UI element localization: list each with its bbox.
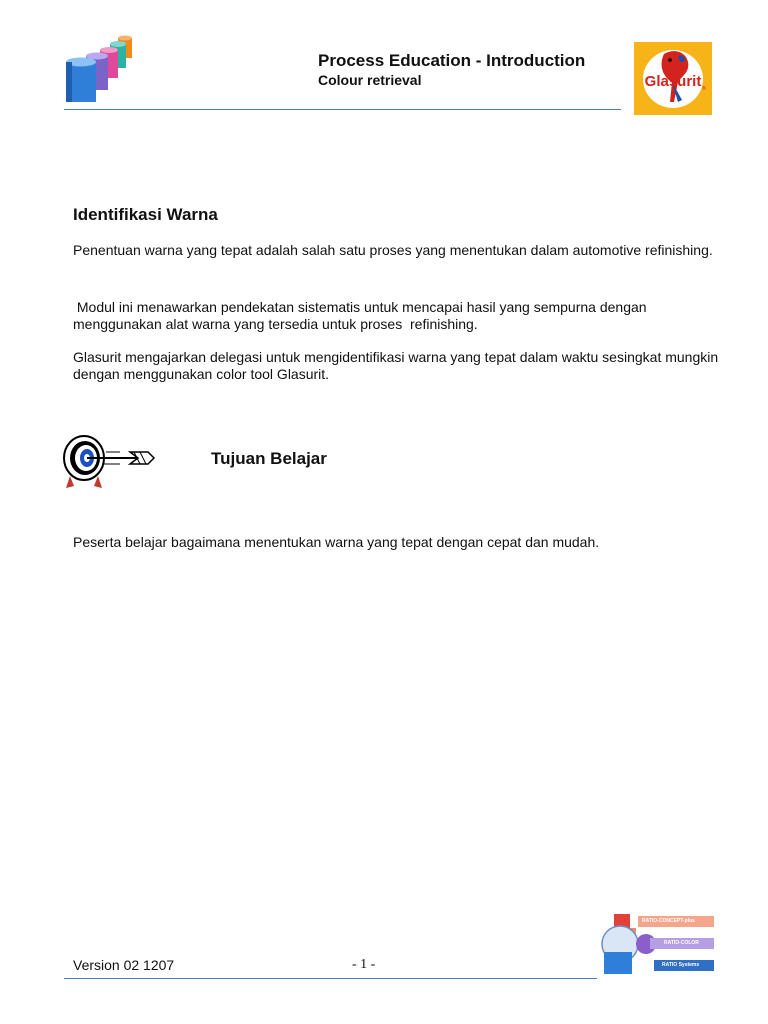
section-heading-tujuan: Tujuan Belajar — [211, 449, 327, 468]
footer-version: Version 02 1207 — [73, 957, 175, 973]
footer-divider — [64, 978, 597, 979]
paragraph: Penentuan warna yang tepat adalah salah satu proses yang menentukan dalam automotive refinishing. — [73, 242, 713, 258]
page-header-subtitle: Colour retrieval — [318, 72, 422, 88]
section-heading-identifikasi: Identifikasi Warna — [73, 205, 218, 224]
ratio-systems-label: RATIO Systems — [662, 962, 700, 968]
footer-page-number: - 1 - — [352, 957, 376, 972]
paint-cans-icon — [60, 34, 140, 106]
logo-registered-mark: ® — [702, 86, 706, 92]
header-divider — [64, 109, 621, 110]
paragraph: Modul ini menawarkan pendekatan sistematis untuk mencapai hasil yang sempurna dengan menggunakan alat warna yang tersedia untuk proses refinishing. — [73, 299, 651, 332]
ratio-concept-label: RATIO-CONCEPT-plus — [642, 918, 695, 924]
paragraph: Glasurit mengajarkan delegasi untuk mengidentifikasi warna yang tepat dalam waktu sesingkat mungkin dengan menggunakan color tool Glasurit. — [73, 349, 719, 382]
paragraph: Peserta belajar bagaimana menentukan warna yang tepat dengan cepat dan mudah. — [73, 534, 600, 550]
ratio-systems-logo — [598, 910, 716, 978]
page-header-title: Process Education - Introduction — [318, 51, 586, 70]
target-arrow-icon — [60, 428, 160, 490]
glasurit-logo — [634, 42, 712, 115]
ratio-color-label: RATIO-COLOR — [664, 940, 699, 946]
logo-text: Glasurit — [644, 73, 702, 90]
